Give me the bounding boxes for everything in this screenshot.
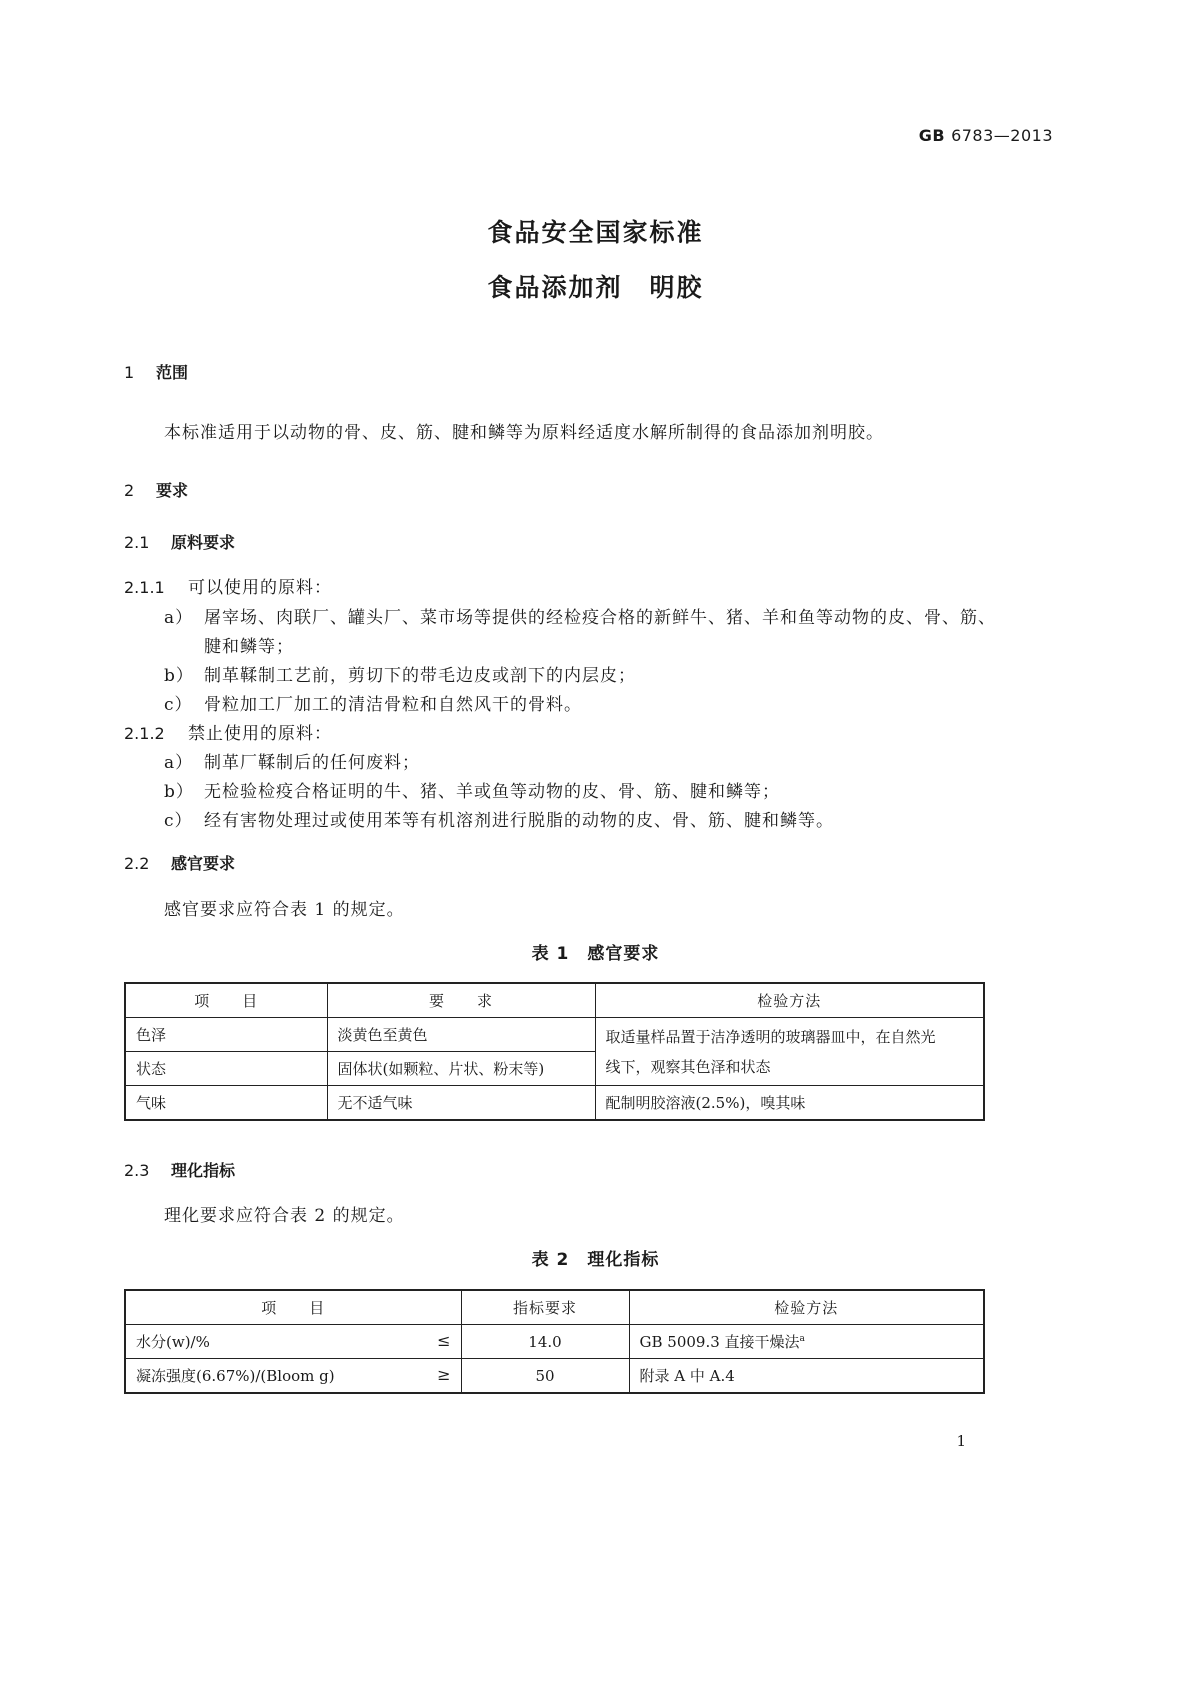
item-label: 水分(w)/%: [136, 1333, 210, 1351]
cell-item: 气味: [125, 1086, 327, 1121]
cell-item: [125, 1325, 461, 1359]
section-1-paragraph: 本标准适用于以动物的骨、皮、筋、腱和鳞等为原料经适度水解所制得的食品添加剂明胶。: [164, 423, 884, 443]
section-number: 1: [124, 363, 135, 382]
cell-requirement: 固体状(如颗粒、片状、粉末等): [327, 1052, 595, 1086]
cell-item: 色泽: [125, 1018, 327, 1052]
footnote-marker: a: [799, 1334, 805, 1344]
cell-value: 50: [461, 1359, 629, 1394]
header-requirement: 指标要求: [461, 1290, 629, 1325]
list-marker: b）: [164, 782, 194, 802]
item-label: 凝冻强度(6.67%)/(Bloom g): [136, 1367, 335, 1385]
section-2-2-paragraph: 感官要求应符合表 1 的规定。: [164, 900, 405, 920]
section-title: 原料要求: [171, 533, 236, 552]
cell-requirement: 无不适气味: [327, 1086, 595, 1121]
table-row: [125, 1018, 984, 1052]
cell-item: [125, 1359, 461, 1394]
table-row: [125, 1086, 984, 1121]
table-1: [124, 982, 985, 1121]
section-2-2-heading: [124, 851, 235, 874]
list-item: [164, 690, 582, 715]
standard-code: [919, 126, 1053, 145]
section-2-1-heading: [124, 530, 235, 553]
section-number: 2.3: [124, 1161, 150, 1180]
section-title: 要求: [156, 481, 189, 500]
clause-2-1-2: [124, 719, 332, 744]
table-row: [125, 1325, 984, 1359]
list-item: [164, 661, 636, 686]
section-number: 2: [124, 481, 135, 500]
header-requirement: 要 求: [327, 983, 595, 1018]
list-text: 经有害物处理过或使用苯等有机溶剂进行脱脂的动物的皮、骨、筋、腱和鳞等。: [204, 811, 834, 831]
section-1-heading: [124, 360, 188, 383]
clause-title: 可以使用的原料：: [188, 578, 332, 598]
standard-number: 6783—2013: [951, 126, 1053, 145]
section-2-3-heading: [124, 1158, 235, 1181]
table-2: [124, 1289, 985, 1394]
list-marker: a）: [164, 608, 194, 628]
header-item: 项 目: [125, 1290, 461, 1325]
cell-requirement: 淡黄色至黄色: [327, 1018, 595, 1052]
cell-method: 配制明胶溶液(2.5%)，嗅其味: [595, 1086, 984, 1121]
method-line: 取适量样品置于洁净透明的玻璃器皿中，在自然光: [605, 1027, 936, 1046]
comparison-symbol: ≤: [437, 1331, 451, 1350]
document-subtitle: 食品添加剂 明胶: [487, 273, 704, 302]
list-marker: a）: [164, 753, 194, 773]
header-method: 检验方法: [629, 1290, 984, 1325]
method-line: 线下，观察其色泽和状态: [605, 1057, 771, 1076]
list-item: [164, 603, 996, 628]
clause-title: 禁止使用的原料：: [188, 724, 332, 744]
document-title: 食品安全国家标准: [487, 218, 704, 247]
table-header-row: [125, 983, 984, 1018]
clause-number: 2.1.2: [124, 724, 165, 743]
table-row: [125, 1359, 984, 1394]
cell-method: 附录 A 中 A.4: [629, 1359, 984, 1394]
cell-method-merged: [595, 1018, 984, 1086]
header-item: 项 目: [125, 983, 327, 1018]
comparison-symbol: ≥: [437, 1365, 451, 1384]
list-item-continuation: 腱和鳞等；: [204, 637, 294, 657]
standard-prefix: GB: [918, 126, 946, 145]
list-item: [164, 777, 780, 802]
list-marker: c）: [164, 695, 193, 715]
section-title: 理化指标: [171, 1161, 236, 1180]
table-2-caption: 表 2 理化指标: [531, 1250, 660, 1270]
list-text: 屠宰场、肉联厂、罐头厂、菜市场等提供的经检疫合格的新鲜牛、猪、羊和鱼等动物的皮、骨、筋、: [204, 608, 996, 628]
section-number: 2.1: [124, 533, 150, 552]
clause-number: 2.1.1: [124, 578, 165, 597]
list-text: 制革鞣制工艺前，剪切下的带毛边皮或剖下的内层皮；: [204, 666, 636, 686]
page-number: 1: [956, 1432, 966, 1450]
list-item: [164, 806, 834, 831]
cell-method: [629, 1325, 984, 1359]
list-text: 骨粒加工厂加工的清洁骨粒和自然风干的骨料。: [204, 695, 582, 715]
clause-2-1-1: [124, 573, 332, 598]
section-number: 2.2: [124, 854, 150, 873]
section-2-heading: [124, 478, 188, 501]
header-method: 检验方法: [595, 983, 984, 1018]
section-title: 范围: [156, 363, 189, 382]
section-2-3-paragraph: 理化要求应符合表 2 的规定。: [164, 1206, 405, 1226]
list-marker: b）: [164, 666, 194, 686]
section-title: 感官要求: [171, 854, 236, 873]
list-text: 制革厂鞣制后的任何废料；: [204, 753, 420, 773]
method-text: GB 5009.3 直接干燥法: [639, 1333, 800, 1351]
cell-value: 14.0: [461, 1325, 629, 1359]
list-text: 无检验检疫合格证明的牛、猪、羊或鱼等动物的皮、骨、筋、腱和鳞等；: [204, 782, 780, 802]
table-1-caption: 表 1 感官要求: [531, 944, 660, 964]
cell-item: 状态: [125, 1052, 327, 1086]
table-header-row: [125, 1290, 984, 1325]
list-item: [164, 748, 420, 773]
list-marker: c）: [164, 811, 193, 831]
